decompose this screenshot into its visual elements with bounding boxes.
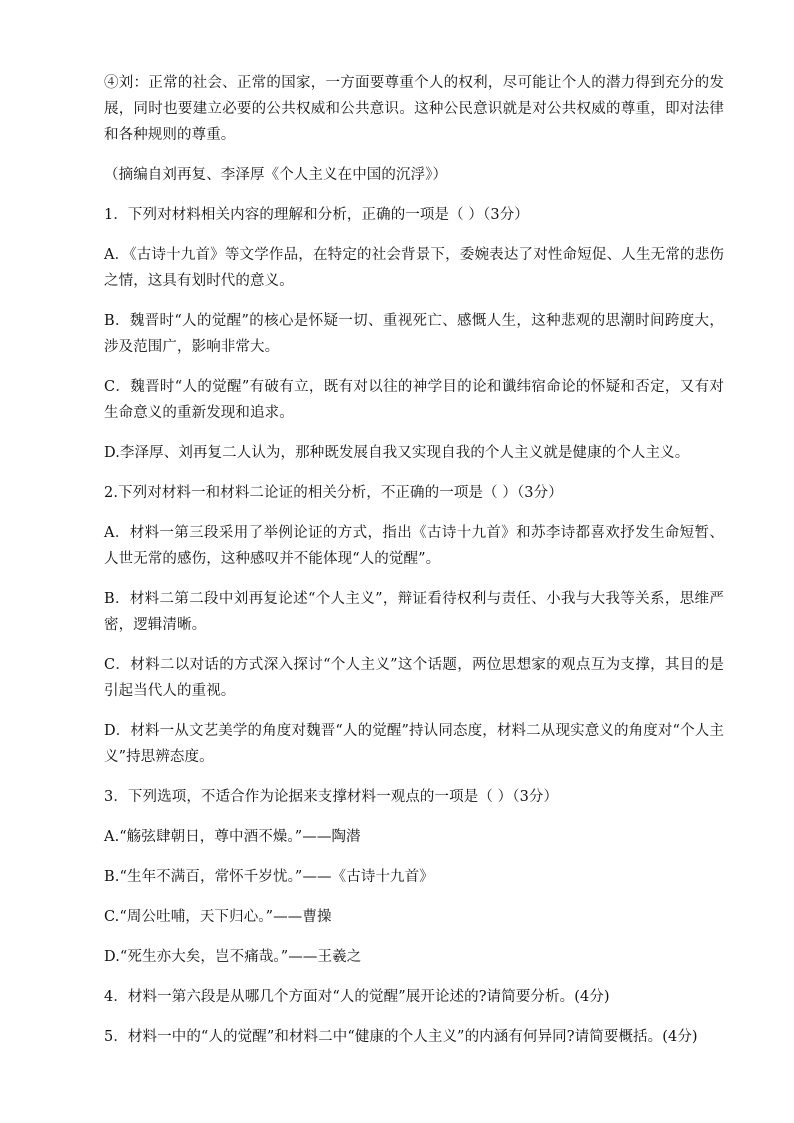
question-4-stem: 4．材料一第六段是从哪几个方面对“人的觉醒”展开论述的?请简要分析。(4分)	[104, 989, 610, 1005]
question-1-option-a: A．《古诗十九首》等文学作品，在特定的社会背景下，委婉表达了对性命短促、人生无常的悲伤之情，这具有划时代的意义。	[104, 247, 724, 289]
material-paragraph: ④刘：正常的社会、正常的国家，一方面要尊重个人的权利，尽可能让个人的潜力得到充分的发展，同时也要建立必要的公共权威和公共意识。这种公民意识就是对公共权威的尊重，即对法律和各种规则的尊重。	[104, 75, 724, 143]
question-3-option-b: B.“生年不满百，常怀千岁忧。”——《古诗十九首》	[104, 869, 434, 885]
question-1-option-c: C．魏晋时“人的觉醒”有破有立，既有对以往的神学目的论和谶纬宿命论的怀疑和否定，又有对生命意义的重新发现和追求。	[104, 379, 724, 421]
document-body	[104, 70, 724, 1064]
question-1-stem: 1．下列对材料相关内容的理解和分析，正确的一项是（ ）（3分）	[104, 207, 529, 223]
question-2-option-c: C．材料二以对话的方式深入探讨“个人主义”这个话题，两位思想家的观点互为支撑，其目的是引起当代人的重视。	[104, 657, 724, 699]
question-3-stem: 3．下列选项，不适合作为论据来支撑材料一观点的一项是（ ）（3分）	[104, 789, 559, 805]
question-2-option-b: B．材料二第二段中刘再复论述“个人主义”，辩证看待权利与责任、小我与大我等关系，思维严密，逻辑清晰。	[104, 591, 724, 633]
question-3-option-a: A.“觞弦肆朝日，尊中酒不燥。”——陶潜	[104, 829, 361, 845]
question-5-stem: 5．材料一中的“人的觉醒”和材料二中“健康的个人主义”的内涵有何异同?请简要概括。(4分)	[104, 1029, 698, 1045]
question-3-option-d: D.“死生亦大矣，岂不痛哉。”——王羲之	[104, 949, 362, 965]
question-3-option-c: C.“周公吐哺，天下归心。”——曹操	[104, 909, 332, 925]
question-2-stem: 2.下列对材料一和材料二论证的相关分析，不正确的一项是（ ）（3分）	[104, 485, 563, 501]
question-2-option-a: A．材料一第三段采用了举例论证的方式，指出《古诗十九首》和苏李诗都喜欢抒发生命短暂、人世无常的感伤，这种感叹并不能体现“人的觉醒”。	[104, 525, 724, 567]
question-2-option-d: D．材料一从文艺美学的角度对魏晋“人的觉醒”持认同态度，材料二从现实意义的角度对“个人主义”持思辨态度。	[104, 723, 724, 765]
source-citation: （摘编自刘再复、李泽厚《个人主义在中国的沉浮》）	[104, 167, 448, 183]
question-1-option-b: B．魏晋时“人的觉醒”的核心是怀疑一切、重视死亡、感慨人生，这种悲观的思潮时间跨度大，涉及范围广，影响非常大。	[104, 313, 724, 355]
question-1-option-d: D.李泽厚、刘再复二人认为，那种既发展自我又实现自我的个人主义就是健康的个人主义。	[104, 445, 690, 461]
